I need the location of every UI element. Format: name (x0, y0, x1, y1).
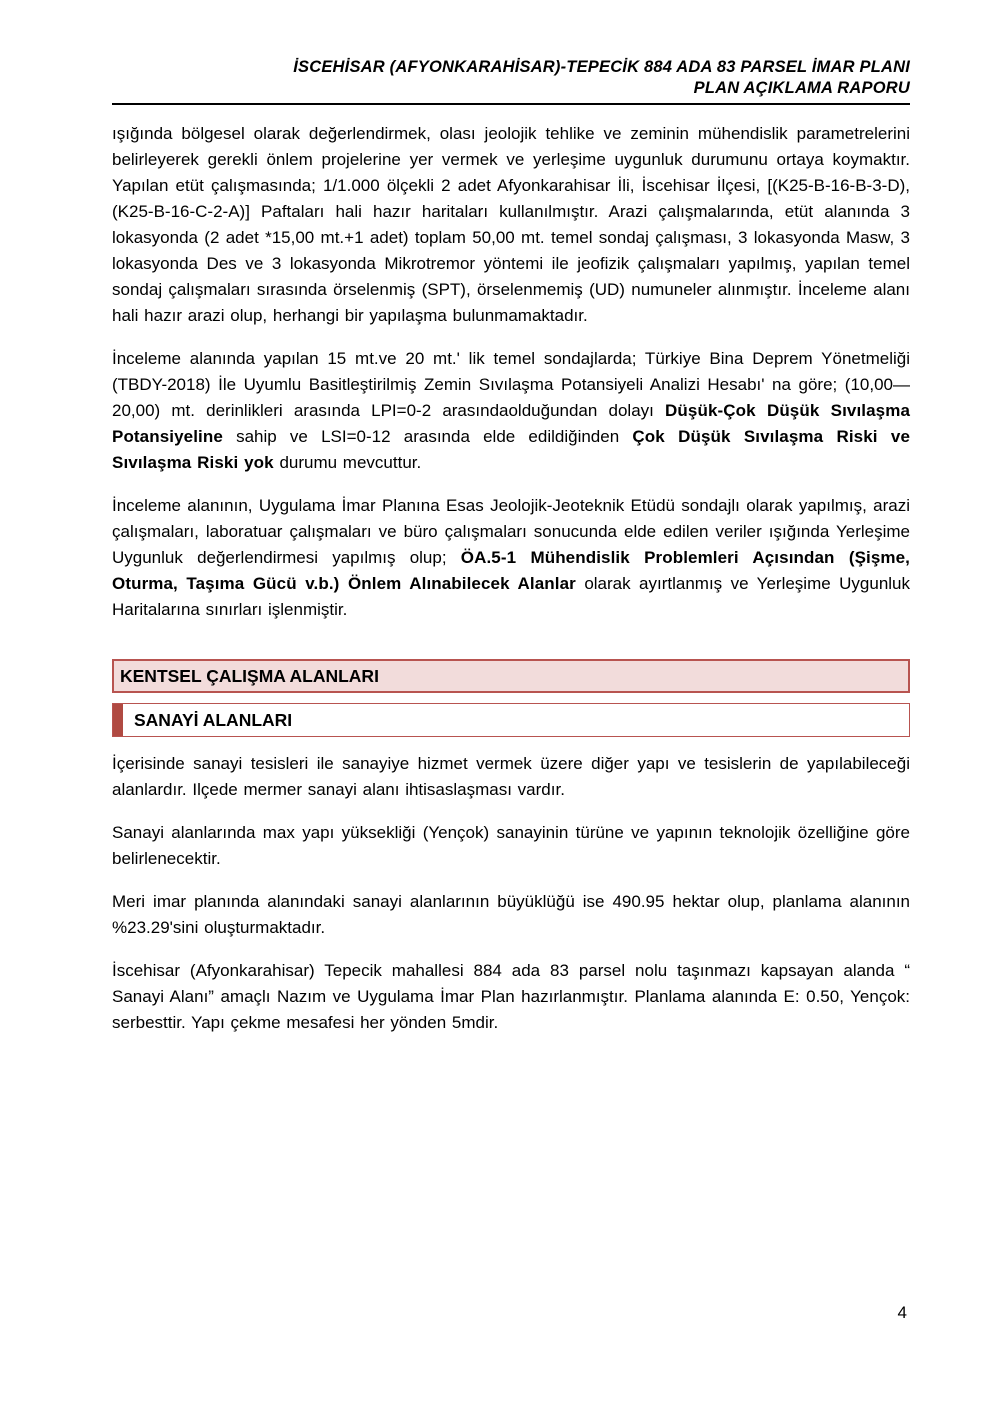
text-run: durumu mevcuttur. (273, 453, 422, 472)
paragraph-sanayi-area-size: Meri imar planında alanındaki sanayi alanlarının büyüklüğü ise 490.95 hektar olup, planlama alanının %23.29'sini oluşturmaktadır. (112, 892, 910, 937)
header-divider (112, 103, 910, 105)
header-title (112, 57, 910, 99)
document-body (112, 121, 910, 1036)
section-heading-label: SANAYİ ALANLARI (134, 710, 293, 730)
section-heading-sanayi-alanlari (112, 703, 910, 737)
text-run: İnceleme alanında yapılan 15 mt.ve 20 mt.' lik temel sondajlarda; Türkiye Bina Deprem Yönetmeliği (TBDY-2018) İle Uyumlu Basitleştirilmiş Zemin Sıvılaşma Potansiyeli Analizi Hesabı' na göre; (10,00—20,00) mt. derinlikleri arasında LPI=0-2 arasındaolduğundan dolayı (112, 349, 910, 420)
header-title-line1: İSCEHİSAR (AFYONKARAHİSAR)-TEPECİK 884 ADA 83 PARSEL İMAR PLANI (293, 58, 910, 76)
paragraph-geology-study: ışığında bölgesel olarak değerlendirmek, olası jeolojik tehlike ve zeminin mühendislik parametrelerini belirleyerek gerekli önlem projelerine yer vermek ve yerleşime uygunluk durumunu ortaya koymaktır. Yapılan etüt çalışmasında; 1/1.000 ölçekli 2 adet Afyonkarahisar İli, İscehisar İlçesi, [(K25-B-16-B-3-D), (K25-B-16-C-2-A)] Paftaları hali hazır haritaları kullanılmıştır. Arazi çalışmalarında, etüt alanında 3 lokasyonda (2 adet *15,00 mt.+1 adet) toplam 50,00 mt. temel sondaj çalışması, 3 lokasyonda Masw, 3 lokasyonda Des ve 3 lokasyonda Mikrotremor yöntemi ile jeofizik çalışmaları yapılmış, yapılan temel sondaj çalışmaları sırasında örselenmiş (SPT), örselenmemiş (UD) numuneler alınmıştır. İnceleme alanı hali hazır arazi olup, herhangi bir yapılaşma bulunmamaktadır. (112, 124, 910, 325)
page-number: 4 (897, 1303, 907, 1322)
paragraph-parcel-plan: İscehisar (Afyonkarahisar) Tepecik mahallesi 884 ada 83 parsel nolu taşınmazı kapsayan alanda “ Sanayi Alanı” amaçlı Nazım ve Uygulama İmar Plan hazırlanmıştır. Planlama alanında E: 0.50, Yençok: serbesttir. Yapı çekme mesafesi her yönden 5mdir. (112, 961, 910, 1032)
text-run-bold: Düşük-Çok Düşük Sıvılaşma Potansiyeline (112, 401, 910, 446)
page-header (112, 57, 910, 105)
paragraph-sanayi-definition: İçerisinde sanayi tesisleri ile sanayiye hizmet vermek üzere diğer yapı ve tesislerin de yapılabileceği alanlardır. Ilçede mermer sanayi alanı ihtisaslaşması vardır. (112, 754, 910, 799)
paragraph-sanayi-height: Sanayi alanlarında max yapı yüksekliği (Yençok) sanayinin türüne ve yapının teknolojik özelliğine göre belirlenecektir. (112, 823, 910, 868)
section-accent-bar (113, 704, 123, 736)
page-content (112, 57, 910, 1036)
text-run-bold: ÖA.5-1 Mühendislik Problemleri Açısından (Şişme, Oturma, Taşıma Gücü v.b.) Önlem Alınabilecek Alanlar (112, 548, 910, 593)
paragraph-suitability-assessment (112, 493, 910, 623)
text-run: İnceleme alanının, Uygulama İmar Planına Esas Jeolojik-Jeoteknik Etüdü sondajlı olarak yapılmış, arazi çalışmaları, laboratuar çalışmaları ve büro çalışmaları sonucunda elde edilen veriler ışığında Yerleşime Uygunluk değerlendirmesi yapılmış olup; (112, 496, 910, 567)
section-heading-label: KENTSEL ÇALIŞMA ALANLARI (120, 666, 379, 686)
text-run: sahip ve LSI=0-12 arasında elde edildiğinden (222, 427, 633, 446)
header-title-line2: PLAN AÇIKLAMA RAPORU (693, 79, 910, 97)
section-heading-kentsel-calisma-alanlari (112, 659, 910, 693)
text-run-bold: Çok Düşük Sıvılaşma Riski ve Sıvılaşma Riski yok (112, 427, 911, 472)
paragraph-liquefaction-analysis (112, 346, 910, 476)
text-run: olarak ayırtlanmış ve Yerleşime Uygunluk Haritalarına sınırları işlenmiştir. (112, 574, 911, 619)
